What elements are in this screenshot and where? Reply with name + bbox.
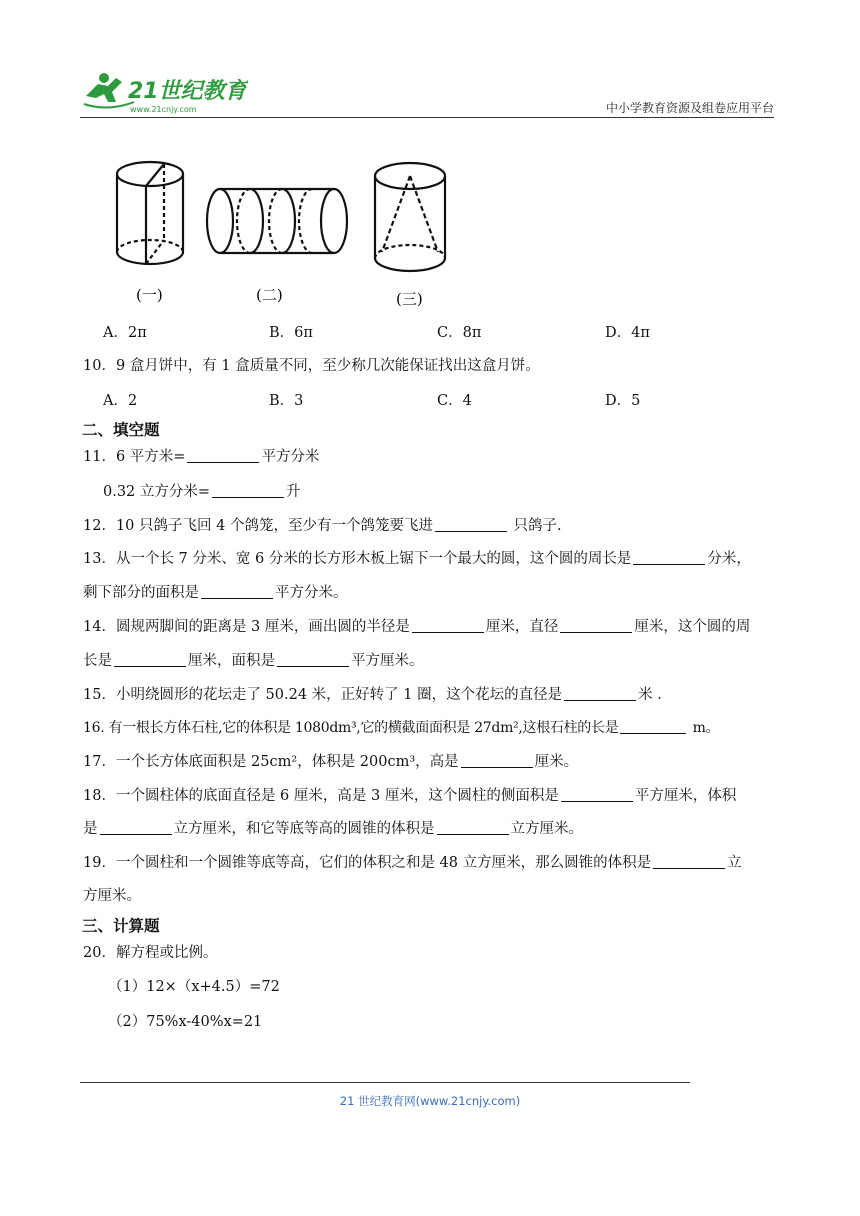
answer-blank [560, 618, 632, 633]
q20-stem: 20．解方程或比例。 [83, 945, 218, 961]
q19-line-2: 方厘米。 [83, 888, 141, 904]
answer-blank [435, 517, 507, 532]
section-calculation-heading: 三、计算题 [82, 917, 160, 935]
q14-line-2: 长是 厘米，面积是 平方厘米。 [83, 653, 424, 669]
q18-line-1: 18．一个圆柱体的底面直径是 6 厘米，高是 3 厘米，这个圆柱的侧面积是 平方厘米，体积 [83, 788, 737, 804]
answer-blank [277, 652, 349, 667]
q10-option-a: A．2 [103, 393, 138, 409]
answer-blank [187, 448, 259, 463]
figure-label-2: (二) [256, 286, 283, 304]
answer-blank [633, 550, 705, 565]
q10-stem: 10．9 盒月饼中，有 1 盒质量不同，至少称几次能保证找出这盒月饼。 [83, 358, 540, 374]
q9-option-d: D．4π [605, 325, 650, 341]
logo-url: www.21cnjy.com [130, 105, 197, 114]
answer-blank [412, 618, 484, 633]
q10-option-d: D．5 [605, 393, 641, 409]
section-fill-blank-heading: 二、填空题 [82, 421, 160, 439]
q9-option-c: C．8π [437, 325, 482, 341]
runner-icon [84, 73, 134, 108]
answer-blank [561, 787, 633, 802]
cylinder-figures [106, 156, 458, 314]
answer-blank [114, 652, 186, 667]
answer-blank [437, 820, 509, 835]
q17: 17．一个长方体底面积是 25cm²，体积是 200cm³，高是 厘米。 [83, 754, 579, 770]
q20-part-2: （2）75%x-40%x=21 [108, 1014, 263, 1030]
header-rule [80, 117, 774, 118]
q15: 15．小明绕圆形的花坛走了 50.24 米，正好转了 1 圈，这个花坛的直径是 米 ． [83, 687, 672, 703]
footer-link[interactable]: 21 世纪教育网(www.21cnjy.com) [339, 1094, 521, 1108]
cylinder-1-icon [117, 162, 183, 264]
q14-line-1: 14．圆规两脚间的距离是 3 厘米，画出圆的半径是 厘米，直径 厘米，这个圆的周 [83, 619, 751, 635]
cylinder-3-icon [375, 163, 445, 271]
q16: 16. 有一根长方体石柱,它的体积是 1080dm³,它的横截面面积是 27dm²,这根石柱的长是 m。 [83, 720, 720, 736]
answer-blank [620, 719, 686, 734]
answer-blank [564, 686, 636, 701]
q13-line-2: 剩下部分的面积是 平方分米。 [83, 585, 348, 601]
logo-text: 21世纪教育 [128, 79, 247, 104]
figure-label-3: (三) [396, 290, 423, 308]
logo [78, 68, 248, 118]
answer-blank [461, 753, 533, 768]
footer-rule [80, 1082, 690, 1083]
q13-line-1: 13．从一个长 7 分米、宽 6 分米的长方形木板上锯下一个最大的圆，这个圆的周长是 分米， [83, 551, 751, 567]
q11-line-a: 11．6 平方米= 平方分米 [83, 449, 320, 465]
q12: 12．10 只鸽子飞回 4 个鸽笼，至少有一个鸽笼要飞进 只鸽子. [83, 518, 562, 534]
answer-blank [653, 854, 725, 869]
q9-option-b: B．6π [269, 325, 313, 341]
figure-label-1: (一) [136, 286, 163, 304]
answer-blank [201, 584, 273, 599]
q18-line-2: 是 立方厘米，和它等底等高的圆锥的体积是 立方厘米。 [83, 821, 583, 837]
cylinder-2-icon [207, 189, 347, 253]
q19-line-1: 19．一个圆柱和一个圆锥等底等高，它们的体积之和是 48 立方厘米，那么圆锥的体积是 立 [83, 855, 742, 871]
q11-line-b: 0.32 立方分米= 升 [103, 484, 301, 500]
answer-blank [100, 820, 172, 835]
q9-option-a: A．2π [103, 325, 147, 341]
q10-option-c: C．4 [437, 393, 472, 409]
q10-option-b: B．3 [269, 393, 304, 409]
platform-name: 中小学教育资源及组卷应用平台 [605, 101, 774, 115]
answer-blank [212, 483, 284, 498]
q20-part-1: （1）12×（x+4.5）=72 [108, 979, 280, 995]
